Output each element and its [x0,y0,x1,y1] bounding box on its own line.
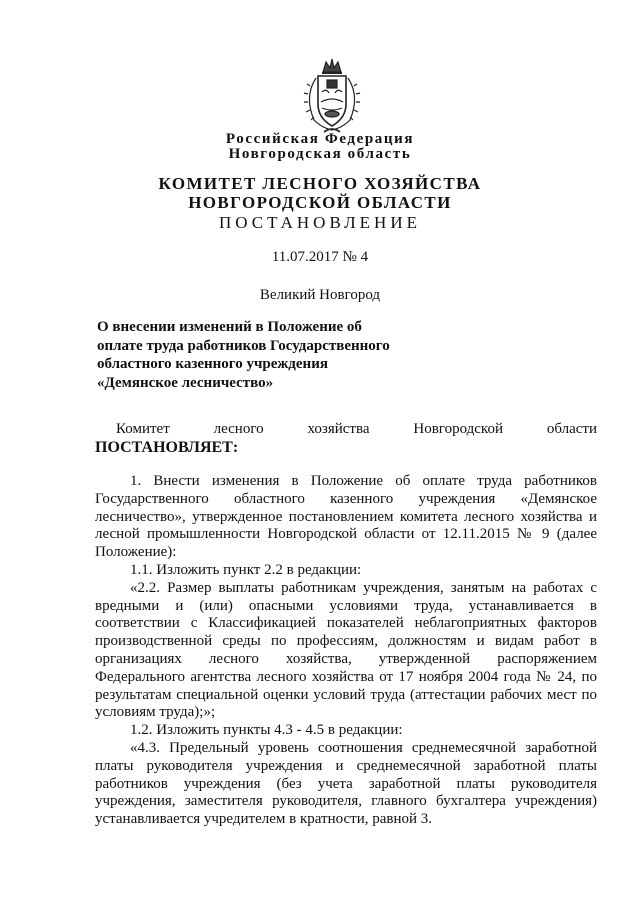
document-city: Великий Новгород [259,287,381,303]
text-line: Государственного областного казенного учреждения «Демянское [95,490,597,507]
coat-of-arms-emblem [296,56,368,134]
text-line: организациях лесного хозяйства, утвержденной распоряжением [95,650,597,667]
document-date-number: 11.07.2017 № 4 [271,249,369,265]
text-line: условиям труда);»; [95,704,216,721]
paragraph-1-2: 1.2. Изложить пункты 4.3 - 4.5 в редакции: [130,722,403,739]
text-line: Федерального агентства лесного хозяйства от 17 ноября 2004 года № 24, по [95,668,597,685]
text-line: вредными и (или) опасными условиями труда, устанавливается в [95,597,597,614]
resolve-heading: ПОСТАНОВЛЯЕТ: [95,439,239,456]
organization-name-line1: КОМИТЕТ ЛЕСНОГО ХОЗЯЙСТВА [158,174,482,193]
organization-name-line2: НОВГОРОДСКОЙ ОБЛАСТИ [188,193,452,212]
preamble-text: Комитет лесного хозяйства Новгородской области [116,421,597,437]
region-name: Новгородская область [228,146,412,162]
text-line: лесной промышленности Новгородской области от 12.11.2015 № 9 (далее [95,526,597,543]
document-type: ПОСТАНОВЛЕНИЕ [218,213,421,232]
text-line: лесничество», утвержденное постановлением комитета лесного хозяйства и [95,508,597,525]
text-line: результатам специальной оценки условий труда (аттестации рабочих мест по [95,686,597,703]
text-line: производственной среды по профессиям, должностям и видам работ в [95,633,597,650]
document-title-line: О внесении изменений в Положение об [97,319,362,335]
country-name: Российская Федерация [225,131,415,147]
text-line: «4.3. Предельный уровень соотношения среднемесячной заработной [130,739,597,756]
text-line: «2.2. Размер выплаты работникам учреждения, занятым на работах с [130,579,597,596]
paragraph-1 [95,473,597,829]
text-line: учреждения, заместителя руководителя, главного бухгалтера учреждения) [95,793,597,810]
paragraph-1-1: 1.1. Изложить пункт 2.2 в редакции: [130,561,362,578]
text-line: соответствии с Классификацией показателей неблагоприятных факторов [95,615,597,632]
document-title-line: «Демянское лесничество» [97,374,274,391]
preamble [95,421,597,439]
text-line: платы руководителя учреждения и среднемесячной заработной платы [95,757,597,774]
text-line: 1. Внести изменения в Положение об оплате труда работников [130,473,597,489]
text-line: устанавливается учредителем в кратности, равной 3. [95,811,433,828]
document-title [97,318,390,392]
text-line: работников учреждения (без учета заработной платы руководителя [95,775,597,792]
text-line: Положение): [95,544,177,561]
document-title-line: областного казенного учреждения [97,356,328,372]
document-title-line: оплате труда работников Государственного [97,337,390,354]
